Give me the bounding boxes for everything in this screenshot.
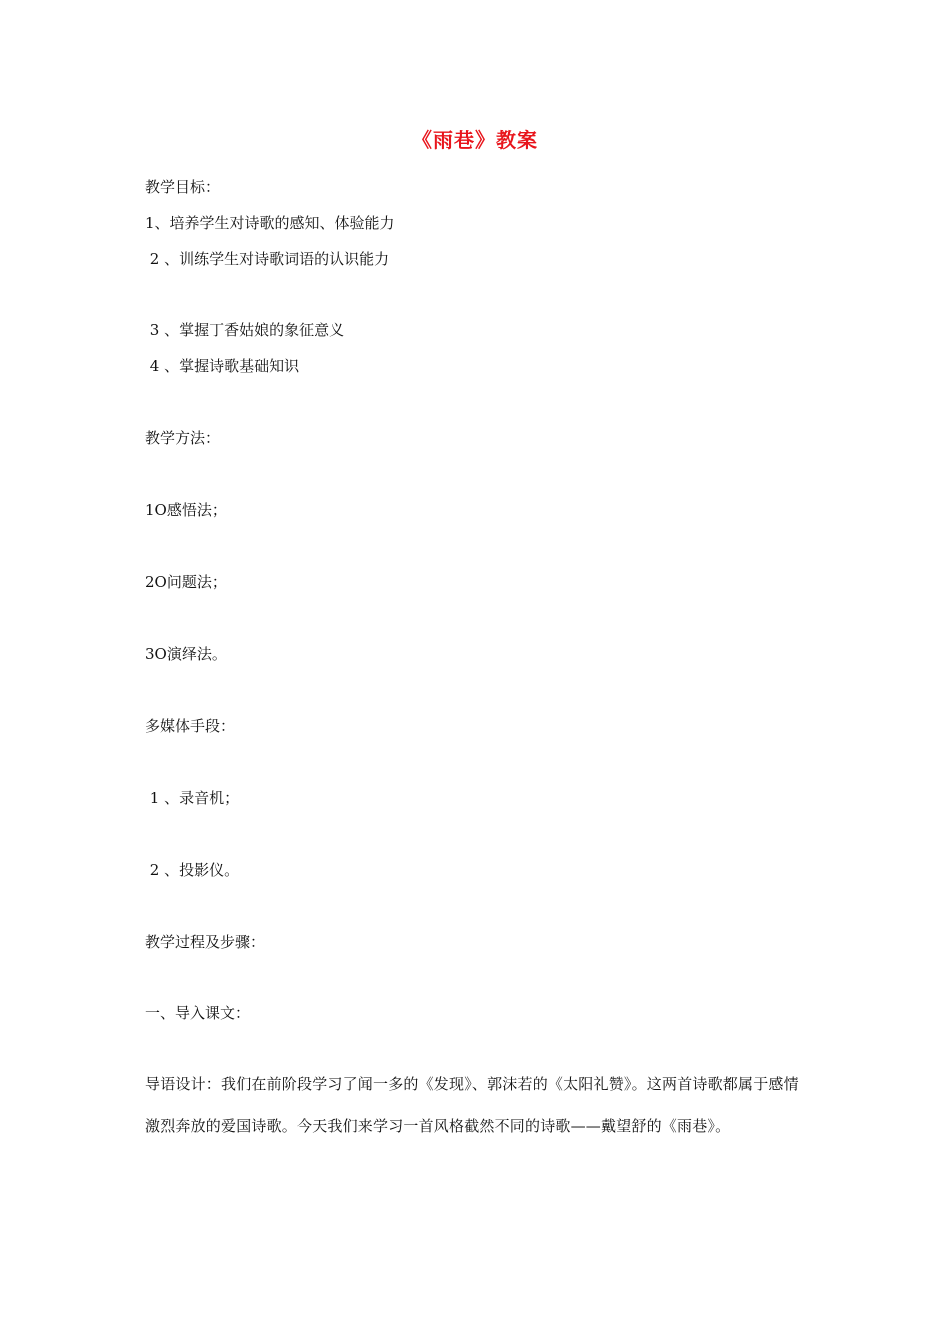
- media-item: 1 、录音机；: [145, 789, 240, 807]
- method-item: 1O感悟法；: [145, 501, 227, 519]
- objective-item: 3 、掌握丁香姑娘的象征意义: [145, 321, 345, 339]
- document-title: 《雨巷》教案: [412, 128, 538, 152]
- media-heading: 多媒体手段：: [145, 717, 236, 735]
- intro-paragraph: 导语设计：我们在前阶段学习了闻一多的《发现》、郭沫若的《太阳礼赞》。这两首诗歌都属于感情激烈奔放的爱国诗歌。今天我们来学习一首风格截然不同的诗歌——戴望舒的《雨巷》。: [145, 1075, 799, 1135]
- objective-item: 4 、掌握诗歌基础知识: [145, 357, 300, 375]
- objectives-heading: 教学目标：: [145, 178, 221, 196]
- media-item: 2 、投影仪。: [145, 861, 240, 879]
- method-item: 3O演绎法。: [145, 645, 227, 663]
- process-step-heading: 一、导入课文：: [145, 1004, 251, 1022]
- process-heading: 教学过程及步骤：: [145, 933, 266, 951]
- objective-item: 2 、训练学生对诗歌词语的认识能力: [145, 250, 390, 268]
- objective-item: 1、培养学生对诗歌的感知、体验能力: [145, 214, 395, 232]
- methods-heading: 教学方法：: [145, 429, 221, 447]
- method-item: 2O问题法；: [145, 573, 227, 591]
